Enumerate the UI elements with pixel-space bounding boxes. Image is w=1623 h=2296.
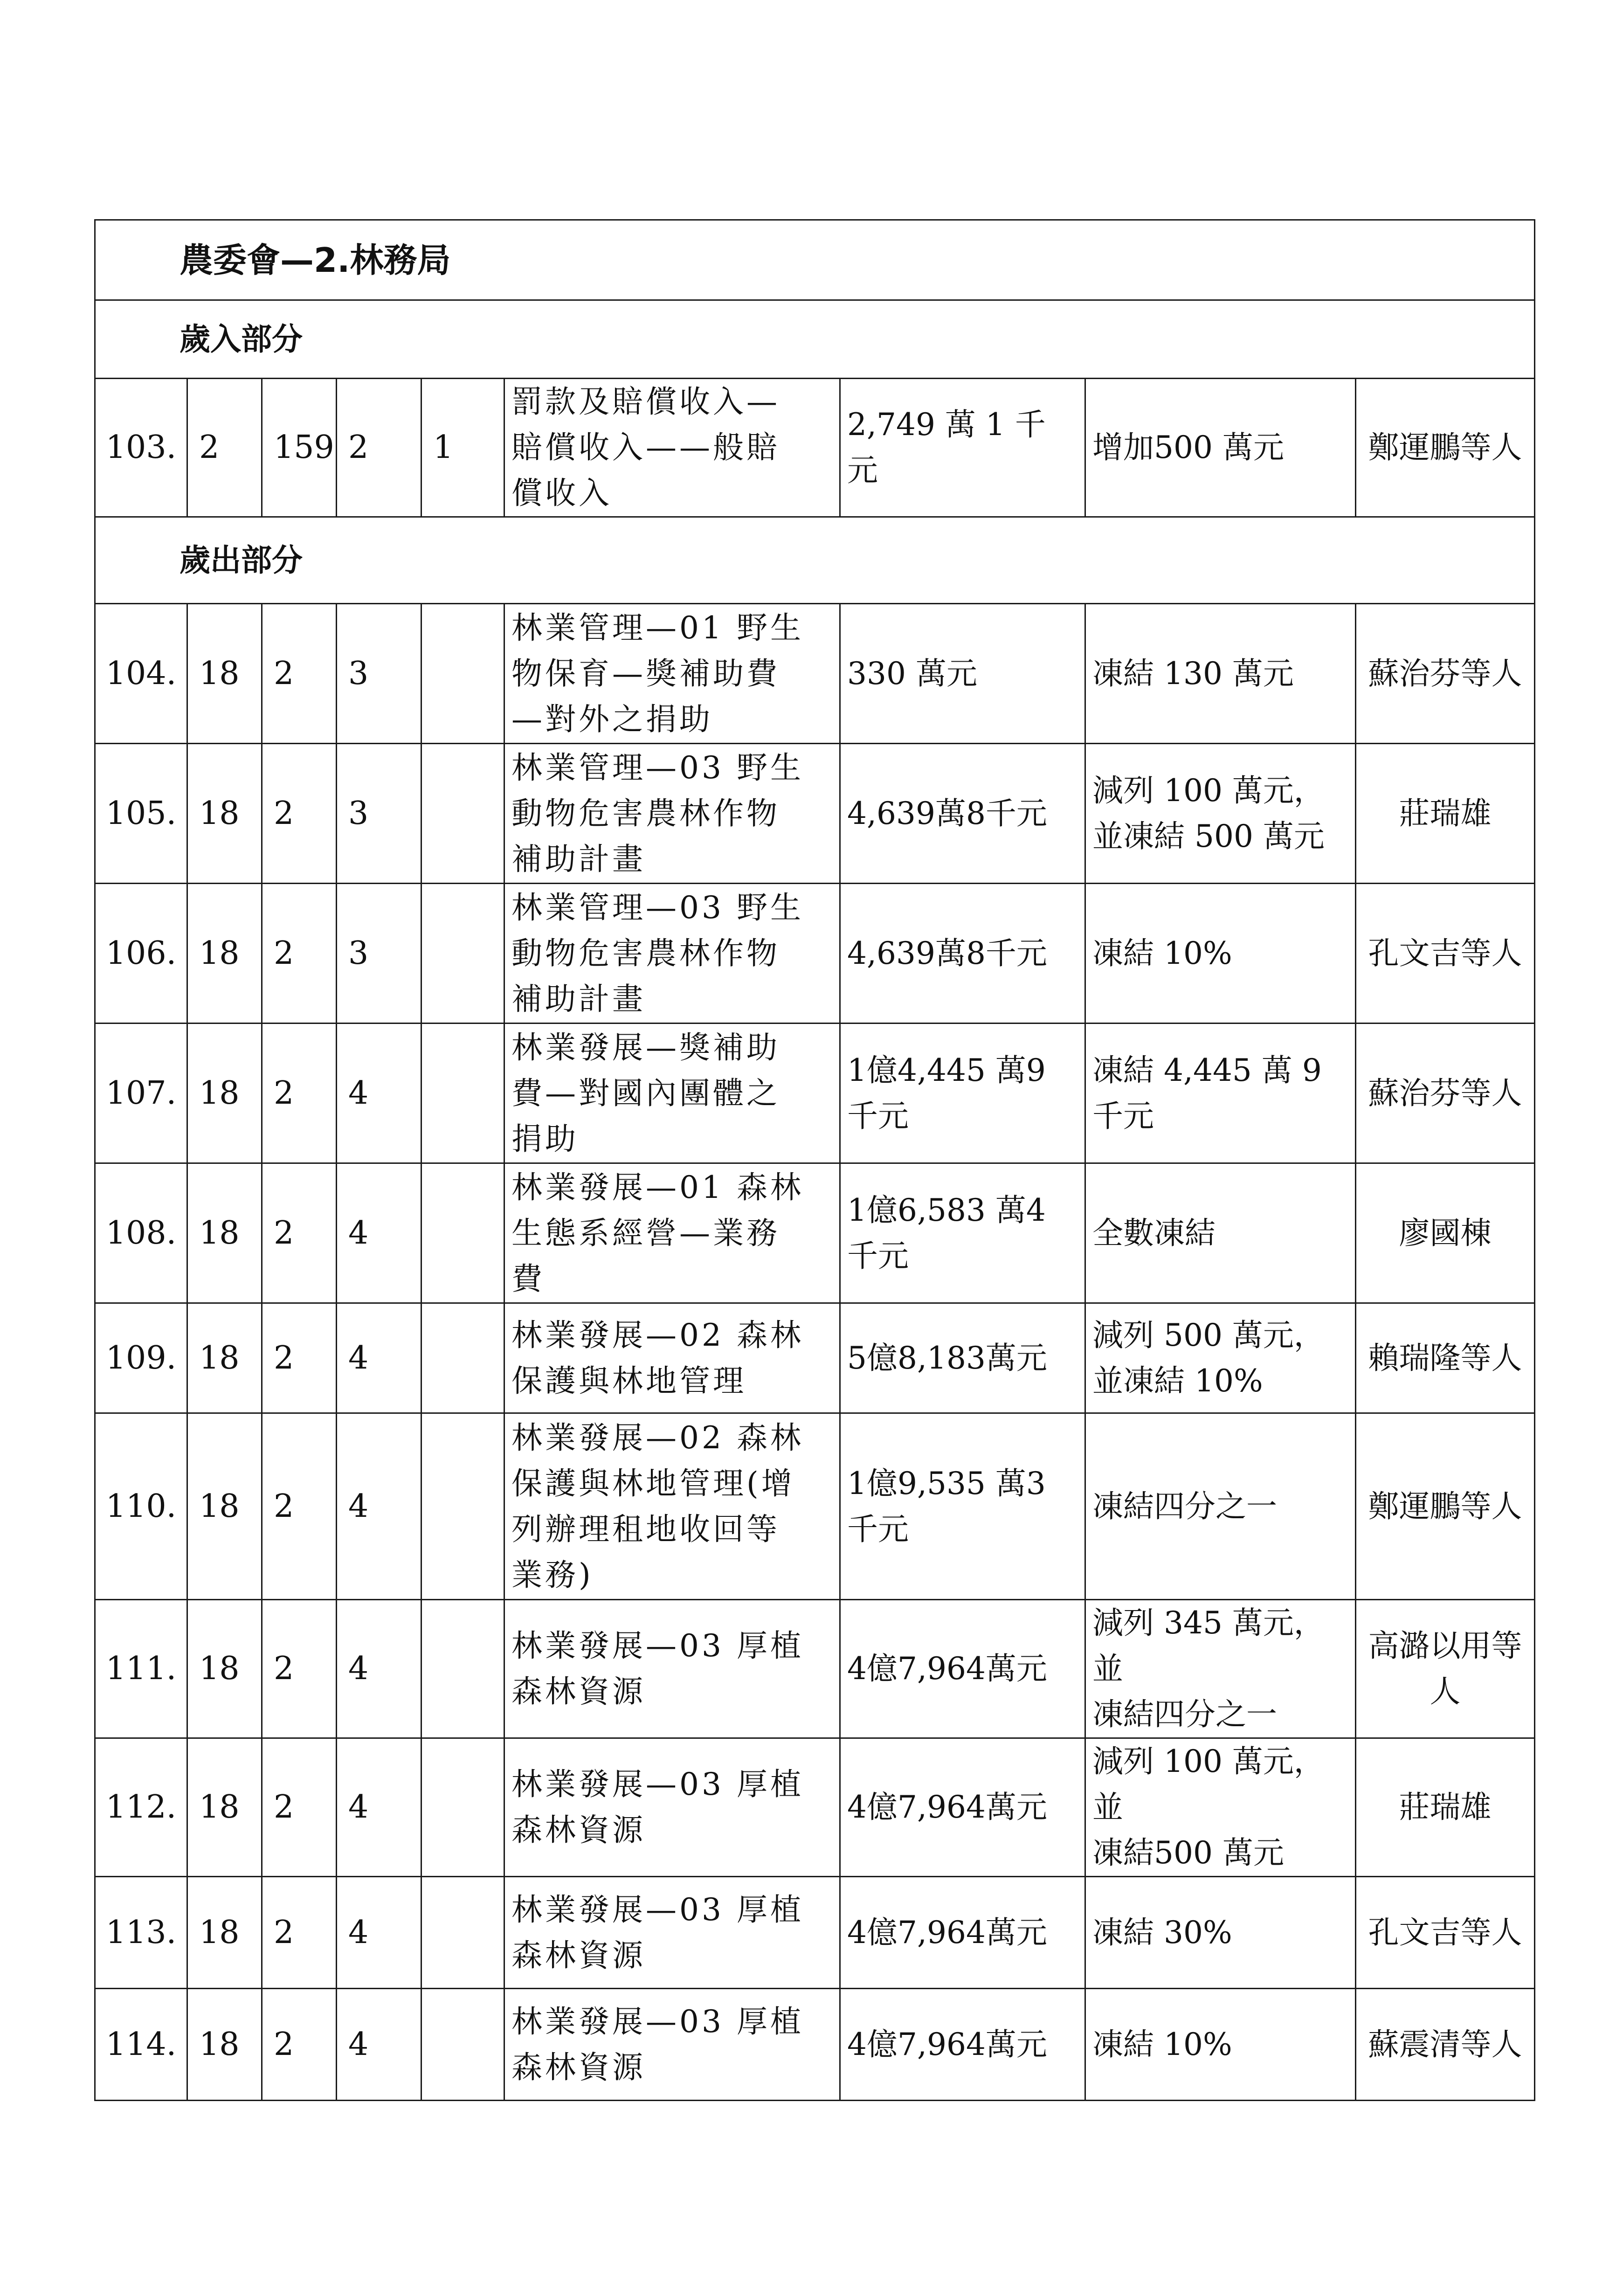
row-number: 107. [95,1024,187,1163]
section-title: 農委會—2.林務局 [95,220,1535,300]
code-cell [421,1989,504,2101]
action-cell: 增加500 萬元 [1085,379,1356,517]
row-number: 110. [95,1413,187,1600]
code-cell: 18 [187,1024,262,1163]
item-cell: 罰款及賠償收入— 賠償收入——般賠 償收入 [504,379,840,517]
proposer-cell: 莊瑞雄 [1356,1738,1535,1877]
code-cell: 2 [262,1303,337,1413]
code-cell: 18 [187,1600,262,1738]
revenue-section-label: 歲入部分 [95,300,1535,379]
proposer-cell: 廖國棟 [1356,1163,1535,1303]
table-row [95,1303,1535,1413]
code-cell [421,884,504,1024]
table-row [95,1413,1535,1600]
code-cell: 18 [187,884,262,1024]
row-number: 106. [95,884,187,1024]
code-cell [421,1024,504,1163]
code-cell: 2 [262,1413,337,1600]
code-cell: 18 [187,1163,262,1303]
code-cell: 4 [337,1413,421,1600]
action-cell: 減列 345 萬元，並 凍結四分之一 [1085,1600,1356,1738]
item-cell: 林業發展—02 森林 保護與林地管理(增 列辦理租地收回等 業務) [504,1413,840,1600]
code-cell: 2 [262,1600,337,1738]
code-cell [421,604,504,744]
row-number: 108. [95,1163,187,1303]
amount-cell: 4億7,964萬元 [840,1738,1085,1877]
amount-cell: 2,749 萬 1 千 元 [840,379,1085,517]
code-cell: 2 [262,1024,337,1163]
row-number: 103. [95,379,187,517]
item-cell: 林業管理—03 野生 動物危害農林作物 補助計畫 [504,884,840,1024]
amount-cell: 4億7,964萬元 [840,1877,1085,1989]
code-cell: 18 [187,1303,262,1413]
table-row [95,379,1535,517]
item-cell: 林業發展—03 厚植 森林資源 [504,1738,840,1877]
table-row [95,1163,1535,1303]
table-row [95,1989,1535,2101]
action-cell: 減列 500 萬元， 並凍結 10% [1085,1303,1356,1413]
proposer-cell: 蘇治芬等人 [1356,604,1535,744]
action-cell: 凍結 4,445 萬 9 千元 [1085,1024,1356,1163]
code-cell: 4 [337,1738,421,1877]
code-cell [421,1877,504,1989]
code-cell: 3 [337,604,421,744]
code-cell: 4 [337,1989,421,2101]
code-cell: 18 [187,744,262,884]
table-row [95,1024,1535,1163]
table-row [95,1738,1535,1877]
row-number: 104. [95,604,187,744]
item-cell: 林業發展—01 森林 生態系經營—業務 費 [504,1163,840,1303]
item-cell: 林業管理—01 野生 物保育—獎補助費 —對外之捐助 [504,604,840,744]
row-number: 112. [95,1738,187,1877]
proposer-cell: 高潞以用等 人 [1356,1600,1535,1738]
item-cell: 林業發展—03 厚植 森林資源 [504,1600,840,1738]
code-cell: 2 [187,379,262,517]
proposer-cell: 莊瑞雄 [1356,744,1535,884]
code-cell: 3 [337,884,421,1024]
code-cell: 18 [187,1989,262,2101]
action-cell: 凍結四分之一 [1085,1413,1356,1600]
action-cell: 全數凍結 [1085,1163,1356,1303]
code-cell: 4 [337,1600,421,1738]
code-cell [421,744,504,884]
proposer-cell: 蘇震清等人 [1356,1989,1535,2101]
amount-cell: 1億9,535 萬3 千元 [840,1413,1085,1600]
code-cell: 2 [262,1877,337,1989]
code-cell: 18 [187,604,262,744]
code-cell: 18 [187,1877,262,1989]
code-cell: 2 [262,1163,337,1303]
table-row [95,1877,1535,1989]
item-cell: 林業管理—03 野生 動物危害農林作物 補助計畫 [504,744,840,884]
code-cell: 2 [337,379,421,517]
proposer-cell: 鄭運鵬等人 [1356,1413,1535,1600]
action-cell: 凍結 10% [1085,1989,1356,2101]
code-cell: 1 [421,379,504,517]
action-cell: 凍結 10% [1085,884,1356,1024]
row-number: 111. [95,1600,187,1738]
proposer-cell: 賴瑞隆等人 [1356,1303,1535,1413]
proposer-cell: 蘇治芬等人 [1356,1024,1535,1163]
code-cell: 2 [262,604,337,744]
row-number: 114. [95,1989,187,2101]
action-cell: 凍結 30% [1085,1877,1356,1989]
row-number: 109. [95,1303,187,1413]
code-cell [421,1738,504,1877]
amount-cell: 4,639萬8千元 [840,744,1085,884]
amount-cell: 5億8,183萬元 [840,1303,1085,1413]
code-cell [421,1600,504,1738]
action-cell: 減列 100 萬元，並 凍結500 萬元 [1085,1738,1356,1877]
expenditure-section-label: 歲出部分 [95,517,1535,604]
item-cell: 林業發展—03 厚植 森林資源 [504,1877,840,1989]
code-cell: 4 [337,1163,421,1303]
code-cell: 4 [337,1303,421,1413]
code-cell: 4 [337,1024,421,1163]
code-cell: 2 [262,1738,337,1877]
amount-cell: 4,639萬8千元 [840,884,1085,1024]
amount-cell: 4億7,964萬元 [840,1989,1085,2101]
code-cell: 18 [187,1738,262,1877]
table-row [95,1600,1535,1738]
amount-cell: 4億7,964萬元 [840,1600,1085,1738]
table-row [95,884,1535,1024]
row-number: 113. [95,1877,187,1989]
item-cell: 林業發展—02 森林 保護與林地管理 [504,1303,840,1413]
code-cell: 2 [262,744,337,884]
action-cell: 減列 100 萬元， 並凍結 500 萬元 [1085,744,1356,884]
proposer-cell: 孔文吉等人 [1356,1877,1535,1989]
item-cell: 林業發展—03 厚植 森林資源 [504,1989,840,2101]
code-cell: 3 [337,744,421,884]
code-cell: 4 [337,1877,421,1989]
amount-cell: 1億4,445 萬9 千元 [840,1024,1085,1163]
action-cell: 凍結 130 萬元 [1085,604,1356,744]
table-row [95,744,1535,884]
amount-cell: 1億6,583 萬4 千元 [840,1163,1085,1303]
amount-cell: 330 萬元 [840,604,1085,744]
code-cell: 159 [262,379,337,517]
item-cell: 林業發展—獎補助 費—對國內團體之 捐助 [504,1024,840,1163]
proposer-cell: 鄭運鵬等人 [1356,379,1535,517]
code-cell: 18 [187,1413,262,1600]
row-number: 105. [95,744,187,884]
code-cell: 2 [262,884,337,1024]
proposer-cell: 孔文吉等人 [1356,884,1535,1024]
budget-table [94,219,1535,2101]
table-row [95,604,1535,744]
code-cell [421,1163,504,1303]
code-cell [421,1303,504,1413]
code-cell [421,1413,504,1600]
code-cell: 2 [262,1989,337,2101]
